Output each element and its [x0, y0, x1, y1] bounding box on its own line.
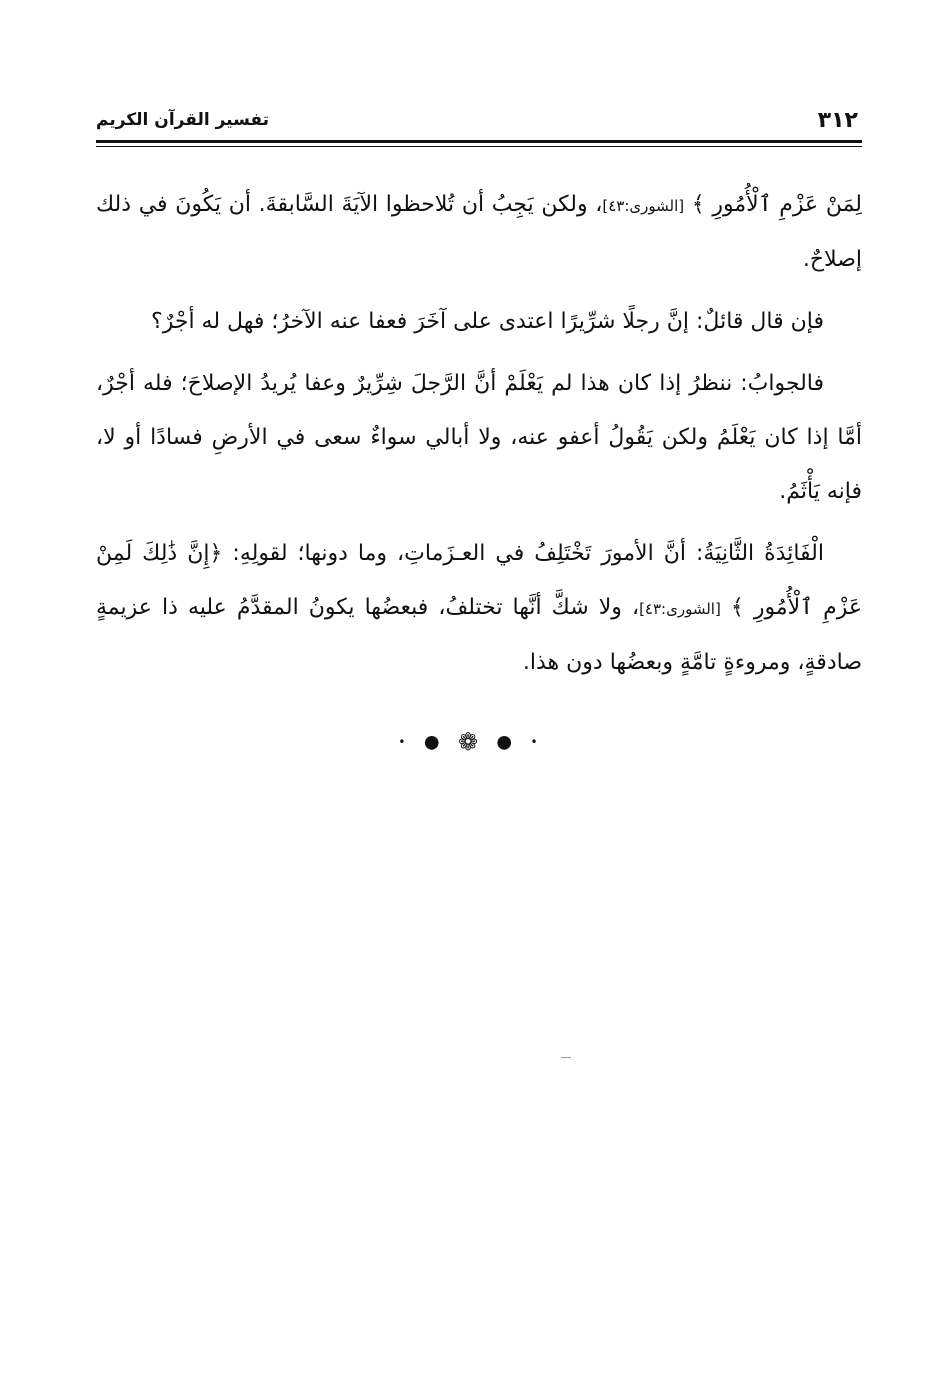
- paragraph-text: ، ولا شكَّ أنَّها تختلفُ، فبعضُها يكونُ المقدَّمُ عليه ذا عزيمةٍ صادقةٍ، ومروءةٍ تامَّةٍ وبعضُها دون هذا.: [96, 595, 862, 675]
- verse-reference: [الشورى:٤٣]: [639, 600, 721, 618]
- page-header: [96, 104, 862, 144]
- paragraph-text: فالجوابُ: ننظرُ إذا كان هذا لم يَعْلَمْ أنَّ الرَّجلَ شِرِّيرٌ وعفا يُريدُ الإصلاحَ؛ فله أجْرٌ، أمَّا إذا كان يَعْلَمُ ولكن يَقُولُ أعفو عنه، ولا أبالي سواءٌ سعى في الأرضِ فسادًا أو لا، فإنه يَأْثَمُ.: [96, 371, 862, 504]
- header-rule-thick: [96, 140, 862, 143]
- header-rule-thin: [96, 146, 862, 147]
- separator-dot: ●: [496, 731, 519, 753]
- scan-mark: [561, 1057, 571, 1058]
- paragraph-text: ، ولكن يَجِبُ أن تُلاحظوا الآيَةَ السَّابقةَ. أن يَكُونَ في ذلك إصلاحٌ.: [96, 192, 862, 272]
- section-heading: الْفَائِدَةُ الثَّانِيَةُ: أنَّ الأمورَ تَخْتَلِفُ في العـزَماتِ، وما دونها؛ لقولِهِ: ﴿إِنَّ ذَٰلِكَ لَمِنْ عَزْمِ ٱلْأُمُورِ ﴾: [96, 541, 862, 620]
- section-separator: [0, 728, 942, 756]
- separator-dot: •: [398, 735, 412, 749]
- verse-reference: [الشورى:٤٣]: [602, 197, 685, 215]
- separator-dot: ●: [423, 731, 446, 753]
- paragraph-2: [96, 295, 862, 349]
- body-text: [96, 178, 862, 698]
- separator-dot: •: [530, 735, 544, 749]
- quran-quote: لِمَنْ عَزْمِ ٱلْأُمُورِ ﴾: [684, 192, 862, 217]
- paragraph-3: [96, 357, 862, 519]
- paragraph-1: [96, 178, 862, 287]
- page-number: ٣١٢: [817, 108, 858, 133]
- paragraph-4: [96, 527, 862, 690]
- paragraph-text: فإن قال قائلٌ: إنَّ رجلًا شرِّيرًا اعتدى على آخَرَ فعفا عنه الآخرُ؛ فهل له أجْرٌ؟: [151, 309, 824, 334]
- running-title: تفسير القرآن الكريم: [96, 110, 270, 130]
- ornament-icon: ❁: [457, 728, 485, 756]
